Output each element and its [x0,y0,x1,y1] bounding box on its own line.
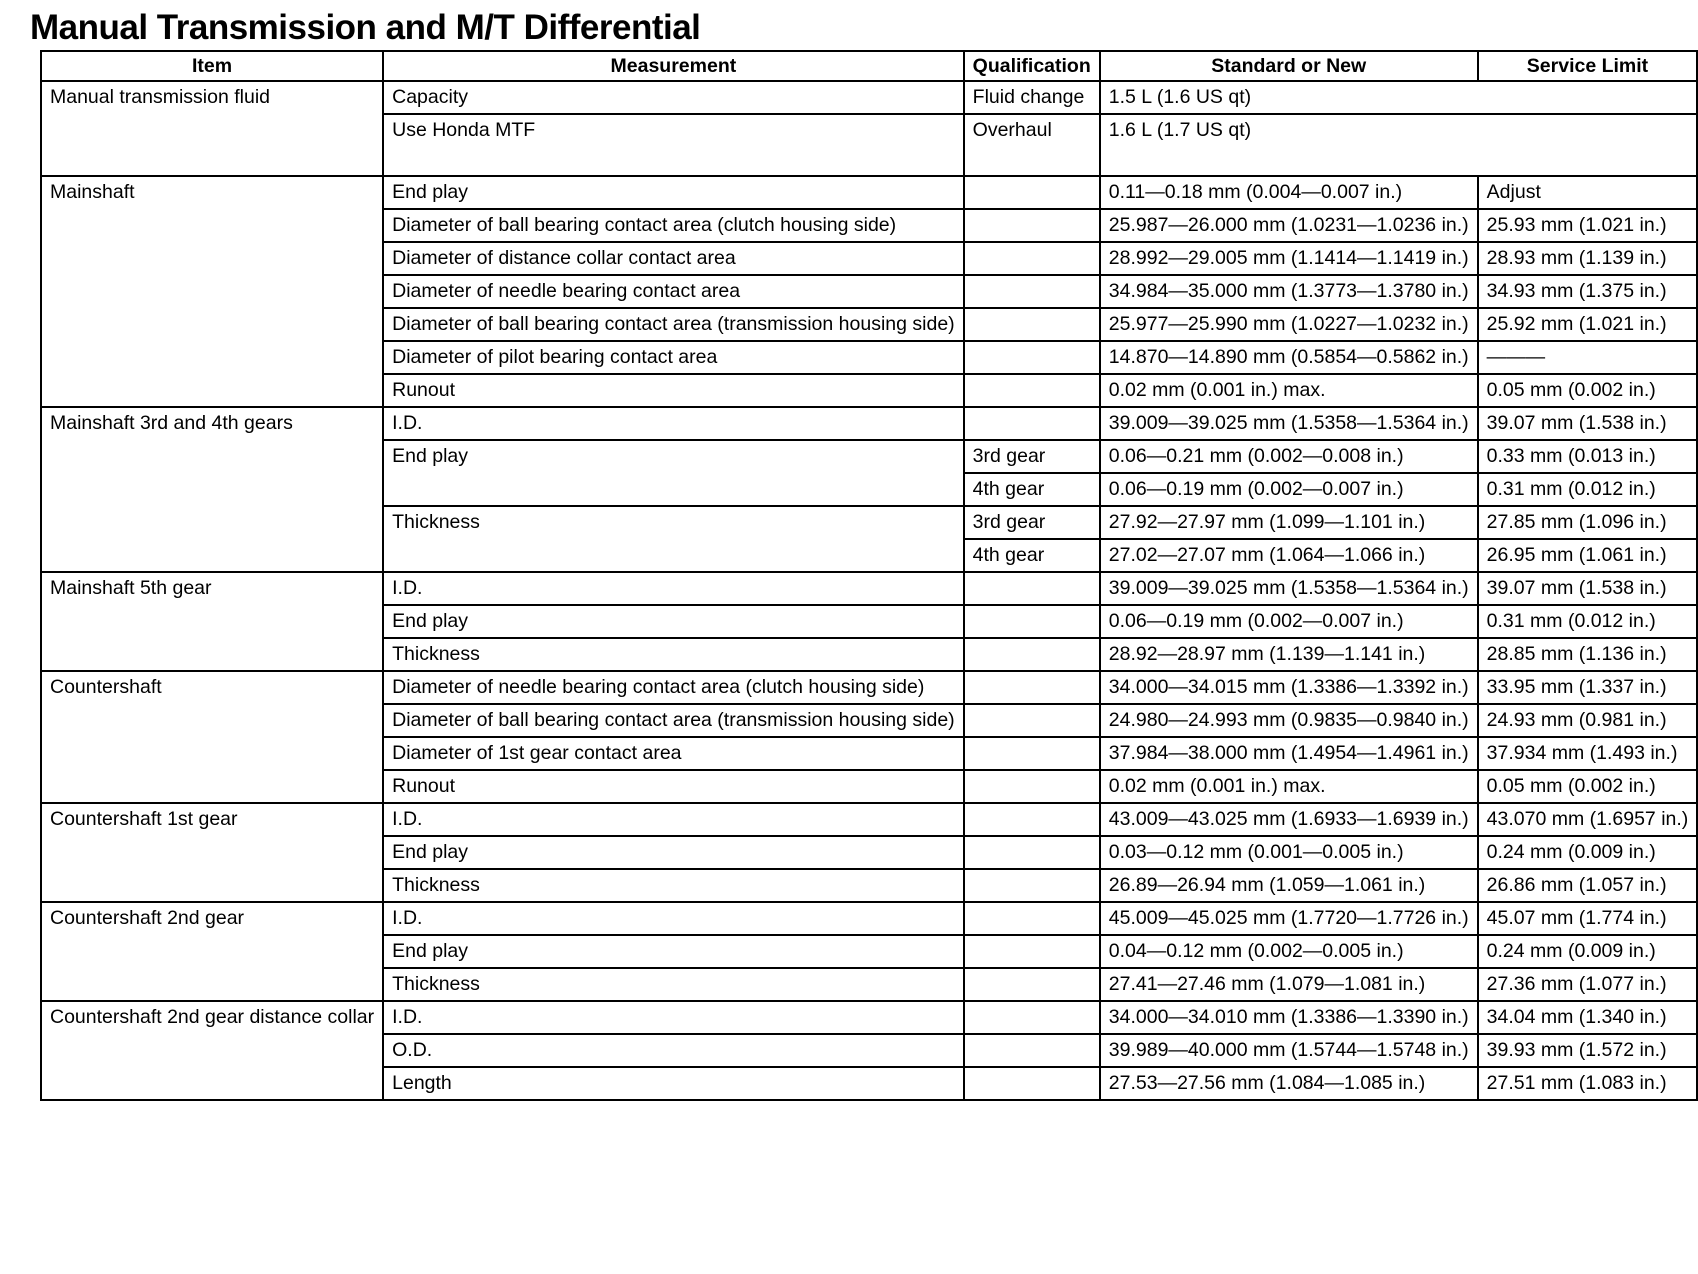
header-standard: Standard or New [1100,51,1478,81]
item-cell: Countershaft [41,671,383,803]
limit-cell: 0.05 mm (0.002 in.) [1478,770,1698,803]
qualification-cell [964,374,1100,407]
measurement-cell: Capacity [383,81,964,114]
standard-cell: 39.009—39.025 mm (1.5358—1.5364 in.) [1100,572,1478,605]
standard-cell: 39.989—40.000 mm (1.5744—1.5748 in.) [1100,1034,1478,1067]
measurement-cell: Diameter of needle bearing contact area (clutch housing side) [383,671,964,704]
standard-cell: 14.870—14.890 mm (0.5854—0.5862 in.) [1100,341,1478,374]
limit-cell: 0.24 mm (0.009 in.) [1478,935,1698,968]
table-row [41,902,1697,935]
measurement-cell: Diameter of pilot bearing contact area [383,341,964,374]
standard-cell: 37.984—38.000 mm (1.4954—1.4961 in.) [1100,737,1478,770]
standard-cell: 0.11—0.18 mm (0.004—0.007 in.) [1100,176,1478,209]
qualification-cell [964,704,1100,737]
standard-cell: 0.06—0.21 mm (0.002—0.008 in.) [1100,440,1478,473]
qualification-cell [964,275,1100,308]
qualification-cell [964,836,1100,869]
qualification-cell [964,176,1100,209]
standard-cell: 1.6 L (1.7 US qt) [1100,114,1698,176]
table-row [41,81,1697,114]
measurement-cell: Diameter of ball bearing contact area (clutch housing side) [383,209,964,242]
standard-cell: 27.02—27.07 mm (1.064—1.066 in.) [1100,539,1478,572]
measurement-cell: Use Honda MTF [383,114,964,176]
qualification-cell [964,902,1100,935]
measurement-cell: Runout [383,770,964,803]
measurement-cell: I.D. [383,572,964,605]
table-row [41,407,1697,440]
measurement-cell: I.D. [383,407,964,440]
limit-cell: 0.31 mm (0.012 in.) [1478,605,1698,638]
measurement-cell: Diameter of 1st gear contact area [383,737,964,770]
item-cell: Countershaft 1st gear [41,803,383,902]
standard-cell: 0.06—0.19 mm (0.002—0.007 in.) [1100,605,1478,638]
standard-cell: 25.977—25.990 mm (1.0227—1.0232 in.) [1100,308,1478,341]
measurement-cell: End play [383,440,964,506]
standard-cell: 43.009—43.025 mm (1.6933—1.6939 in.) [1100,803,1478,836]
header-item: Item [41,51,383,81]
qualification-cell [964,1001,1100,1034]
measurement-cell: I.D. [383,1001,964,1034]
standard-cell: 27.41—27.46 mm (1.079—1.081 in.) [1100,968,1478,1001]
standard-cell: 39.009—39.025 mm (1.5358—1.5364 in.) [1100,407,1478,440]
qualification-cell [964,737,1100,770]
limit-cell: 34.93 mm (1.375 in.) [1478,275,1698,308]
qualification-cell [964,935,1100,968]
measurement-cell: Thickness [383,506,964,572]
limit-cell: 27.51 mm (1.083 in.) [1478,1067,1698,1100]
qualification-cell: 3rd gear [964,506,1100,539]
standard-cell: 0.02 mm (0.001 in.) max. [1100,374,1478,407]
header-row [41,51,1697,81]
standard-cell: 28.992—29.005 mm (1.1414—1.1419 in.) [1100,242,1478,275]
item-cell: Countershaft 2nd gear [41,902,383,1001]
limit-cell: 25.92 mm (1.021 in.) [1478,308,1698,341]
limit-cell: 33.95 mm (1.337 in.) [1478,671,1698,704]
standard-cell: 0.02 mm (0.001 in.) max. [1100,770,1478,803]
standard-cell: 45.009—45.025 mm (1.7720—1.7726 in.) [1100,902,1478,935]
standard-cell: 27.53—27.56 mm (1.084—1.085 in.) [1100,1067,1478,1100]
qualification-cell [964,209,1100,242]
table-row [41,572,1697,605]
standard-cell: 34.984—35.000 mm (1.3773—1.3780 in.) [1100,275,1478,308]
page-title: Manual Transmission and M/T Differential [30,8,701,47]
limit-cell: ——— [1478,341,1698,374]
standard-cell: 0.04—0.12 mm (0.002—0.005 in.) [1100,935,1478,968]
limit-cell: 45.07 mm (1.774 in.) [1478,902,1698,935]
measurement-cell: Thickness [383,968,964,1001]
standard-cell: 26.89—26.94 mm (1.059—1.061 in.) [1100,869,1478,902]
measurement-cell: End play [383,176,964,209]
limit-cell: 39.07 mm (1.538 in.) [1478,572,1698,605]
qualification-cell [964,1034,1100,1067]
limit-cell: 27.36 mm (1.077 in.) [1478,968,1698,1001]
standard-cell: 34.000—34.010 mm (1.3386—1.3390 in.) [1100,1001,1478,1034]
item-cell: Countershaft 2nd gear distance collar [41,1001,383,1100]
qualification-cell [964,341,1100,374]
header-qualification: Qualification [964,51,1100,81]
qualification-cell [964,242,1100,275]
item-cell: Mainshaft 5th gear [41,572,383,671]
item-cell: Mainshaft [41,176,383,407]
qualification-cell: 4th gear [964,473,1100,506]
measurement-cell: End play [383,836,964,869]
limit-cell: 43.070 mm (1.6957 in.) [1478,803,1698,836]
qualification-cell [964,308,1100,341]
qualification-cell [964,968,1100,1001]
limit-cell: 26.86 mm (1.057 in.) [1478,869,1698,902]
measurement-cell: I.D. [383,803,964,836]
standard-cell: 27.92—27.97 mm (1.099—1.101 in.) [1100,506,1478,539]
limit-cell: 0.24 mm (0.009 in.) [1478,836,1698,869]
item-cell: Manual transmission fluid [41,81,383,176]
qualification-cell [964,1067,1100,1100]
limit-cell: 26.95 mm (1.061 in.) [1478,539,1698,572]
limit-cell: 37.934 mm (1.493 in.) [1478,737,1698,770]
qualification-cell [964,407,1100,440]
qualification-cell [964,803,1100,836]
limit-cell: 25.93 mm (1.021 in.) [1478,209,1698,242]
header-service-limit: Service Limit [1478,51,1698,81]
standard-cell: 24.980—24.993 mm (0.9835—0.9840 in.) [1100,704,1478,737]
qualification-cell [964,638,1100,671]
item-cell: Mainshaft 3rd and 4th gears [41,407,383,572]
limit-cell: 28.93 mm (1.139 in.) [1478,242,1698,275]
standard-cell: 25.987—26.000 mm (1.0231—1.0236 in.) [1100,209,1478,242]
header-measurement: Measurement [383,51,964,81]
measurement-cell: Diameter of ball bearing contact area (transmission housing side) [383,704,964,737]
limit-cell: 27.85 mm (1.096 in.) [1478,506,1698,539]
limit-cell: 39.93 mm (1.572 in.) [1478,1034,1698,1067]
limit-cell: Adjust [1478,176,1698,209]
limit-cell: 28.85 mm (1.136 in.) [1478,638,1698,671]
limit-cell: 0.33 mm (0.013 in.) [1478,440,1698,473]
qualification-cell [964,869,1100,902]
table-row [41,671,1697,704]
measurement-cell: Diameter of ball bearing contact area (transmission housing side) [383,308,964,341]
qualification-cell [964,572,1100,605]
measurement-cell: Thickness [383,869,964,902]
qualification-cell: 3rd gear [964,440,1100,473]
standard-cell: 34.000—34.015 mm (1.3386—1.3392 in.) [1100,671,1478,704]
measurement-cell: Runout [383,374,964,407]
table-row [41,176,1697,209]
limit-cell: 34.04 mm (1.340 in.) [1478,1001,1698,1034]
standard-cell: 0.03—0.12 mm (0.001—0.005 in.) [1100,836,1478,869]
measurement-cell: Thickness [383,638,964,671]
qualification-cell [964,671,1100,704]
table-row [41,1001,1697,1034]
measurement-cell: O.D. [383,1034,964,1067]
standard-cell: 0.06—0.19 mm (0.002—0.007 in.) [1100,473,1478,506]
standard-cell: 1.5 L (1.6 US qt) [1100,81,1698,114]
limit-cell: 0.31 mm (0.012 in.) [1478,473,1698,506]
measurement-cell: End play [383,605,964,638]
measurement-cell: Length [383,1067,964,1100]
limit-cell: 24.93 mm (0.981 in.) [1478,704,1698,737]
spec-table [40,50,1698,1101]
qualification-cell [964,605,1100,638]
qualification-cell: Fluid change [964,81,1100,114]
qualification-cell: Overhaul [964,114,1100,176]
qualification-cell: 4th gear [964,539,1100,572]
standard-cell: 28.92—28.97 mm (1.139—1.141 in.) [1100,638,1478,671]
measurement-cell: End play [383,935,964,968]
limit-cell: 0.05 mm (0.002 in.) [1478,374,1698,407]
table-row [41,803,1697,836]
measurement-cell: I.D. [383,902,964,935]
qualification-cell [964,770,1100,803]
limit-cell: 39.07 mm (1.538 in.) [1478,407,1698,440]
measurement-cell: Diameter of distance collar contact area [383,242,964,275]
measurement-cell: Diameter of needle bearing contact area [383,275,964,308]
